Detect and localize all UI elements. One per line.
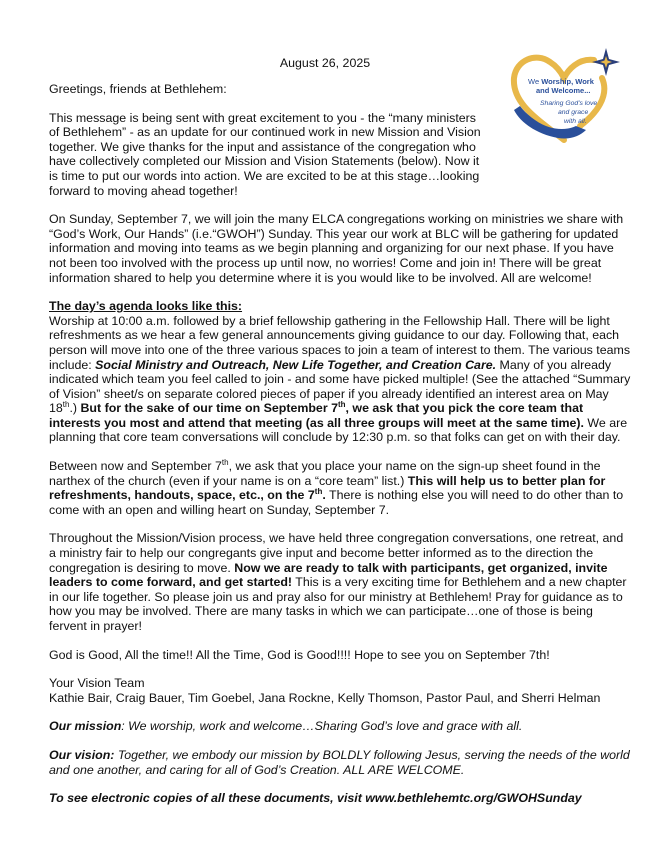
letter-date: August 26, 2025: [279, 56, 371, 70]
gwoh-paragraph: On Sunday, September 7, we will join the many ELCA congregations working on ministries we share with “God’s Work, Our Hands” (i.e.“GWOH”) Sunday. This year our work at BLC will be gathering for updated information and moving into teams as we begin planning and organizing for our next phase. If you have not been too involved with the process up until now, no worries! Come and join in! There will be great information shared to help you determine where it is you would like to be involved. All are welcome!: [49, 212, 624, 285]
star-icon: [592, 48, 620, 76]
logo-worship-work: Worship, Work: [541, 77, 594, 86]
process-text-1: Throughout the Mission/Vision process, we have held three congregation conversations, one retreat, and a ministry fair to help our congregants give input and become better informed as to the direction the congregation is desiring to move.: [49, 531, 624, 575]
logo-line1: We: [528, 77, 540, 86]
agenda-heading: The day’s agenda looks like this:: [49, 299, 243, 314]
process-paragraph: [49, 531, 631, 633]
agenda-text-3: .): [69, 401, 81, 416]
agenda-bold-1: But for the sake of our time on September 7: [80, 401, 338, 416]
superscript: th: [337, 400, 346, 410]
letter-body: [49, 82, 631, 820]
signup-text-1: Between now and September 7: [49, 459, 222, 474]
mission-text: : We worship, work and welcome…Sharing God’s love and grace with all.: [121, 719, 523, 734]
vision-text: Together, we embody our mission by BOLDLY following Jesus, serving the needs of the world and one another, and caring for all of God’s Creation. ALL ARE WELCOME.: [49, 747, 630, 777]
agenda-bold-2: , we ask that you pick the core team that interests you most and attend that meeting (as all three groups will meet at the same time).: [49, 401, 584, 430]
logo-sharing-3: with all.: [564, 118, 587, 125]
superscript: th: [314, 487, 323, 497]
superscript: th: [221, 457, 229, 467]
process-bold: Now we are ready to talk with participants, get organized, invite leaders to come forward, and get started!: [49, 560, 608, 590]
vision-label: Our vision:: [49, 747, 115, 762]
agenda-teams: Social Ministry and Outreach, New Life Together, and Creation Care.: [95, 357, 497, 372]
god-is-good-paragraph: God is Good, All the time!! All the Time, God is Good!!!! Hope to see you on September 7th!: [49, 647, 550, 662]
signup-bold-1: This will help us to better plan for refreshments, handouts, space, etc., on the 7: [49, 473, 606, 503]
logo-sharing-1: Sharing God's love: [540, 100, 598, 107]
vision-statement: [49, 748, 631, 777]
greeting: Greetings, friends at Bethlehem:: [49, 82, 227, 96]
mission-label: Our mission: [49, 719, 122, 734]
agenda-text-1: Worship at 10:00 a.m. followed by a brief fellowship gathering in the Fellowship Hall. There will be light refreshments as we hear a few general announcements giving guidance to our day. Following that, each person will move into one of the three various spaces to join a team of interest to them. The various teams include:: [49, 313, 631, 372]
signature-title: Your Vision Team: [49, 676, 145, 691]
signup-text-2: , we ask that you place your name on the sign-up sheet found in the narthex of the church (even if your name is on a “core team” list.): [49, 459, 601, 488]
signup-text-3: There is nothing else you will need to do other than to come with an open and willing heart on Sunday, September 7.: [49, 488, 624, 517]
logo-and-welcome: and Welcome...: [536, 86, 591, 95]
intro-paragraph: This message is being sent with great excitement to you - the “many ministers of Bethlehem” - as an update for our continued work in new Mission and Vision together. We give thanks for the input and assistance of the congregation who have collectively completed our Mission and Vision Statements (below). Now it is time to put our words into action. We are excited to be at this stage…looking forward to moving ahead together!: [49, 110, 481, 198]
mission-statement: [49, 719, 631, 734]
agenda-paragraph: [49, 314, 631, 445]
process-text-2: This is a very exciting time for Bethlehem and a new chapter in our life together. So please join us and pray also for our ministry at Bethlehem! Pray for guidance as to how you may be involved. There are many tasks in which we can participate…one of those is being fervent in prayer!: [49, 575, 627, 633]
agenda-text-2: Many of you already indicated which team you feel called to join - and some have picked multiple! (See the attached “Summary of Vision” sheet/s on separate colored pieces of paper if you already identified an interest area on May 18: [49, 357, 631, 416]
superscript: th: [62, 400, 70, 410]
closing-link-text: To see electronic copies of all these documents, visit www.bethlehemtc.org/GWOHSunday: [49, 791, 582, 806]
signup-bold-2: .: [322, 488, 326, 503]
signup-paragraph: [49, 459, 631, 517]
logo-sharing-2: and grace: [558, 109, 589, 116]
agenda-text-4: We are planning that core team conversations will conclude by 12:30 p.m. so that folks can get on with their day.: [49, 415, 628, 445]
signature-names: Kathie Bair, Craig Bauer, Tim Goebel, Jana Rockne, Kelly Thomson, Pastor Paul, and Sherri Helman: [49, 690, 601, 705]
